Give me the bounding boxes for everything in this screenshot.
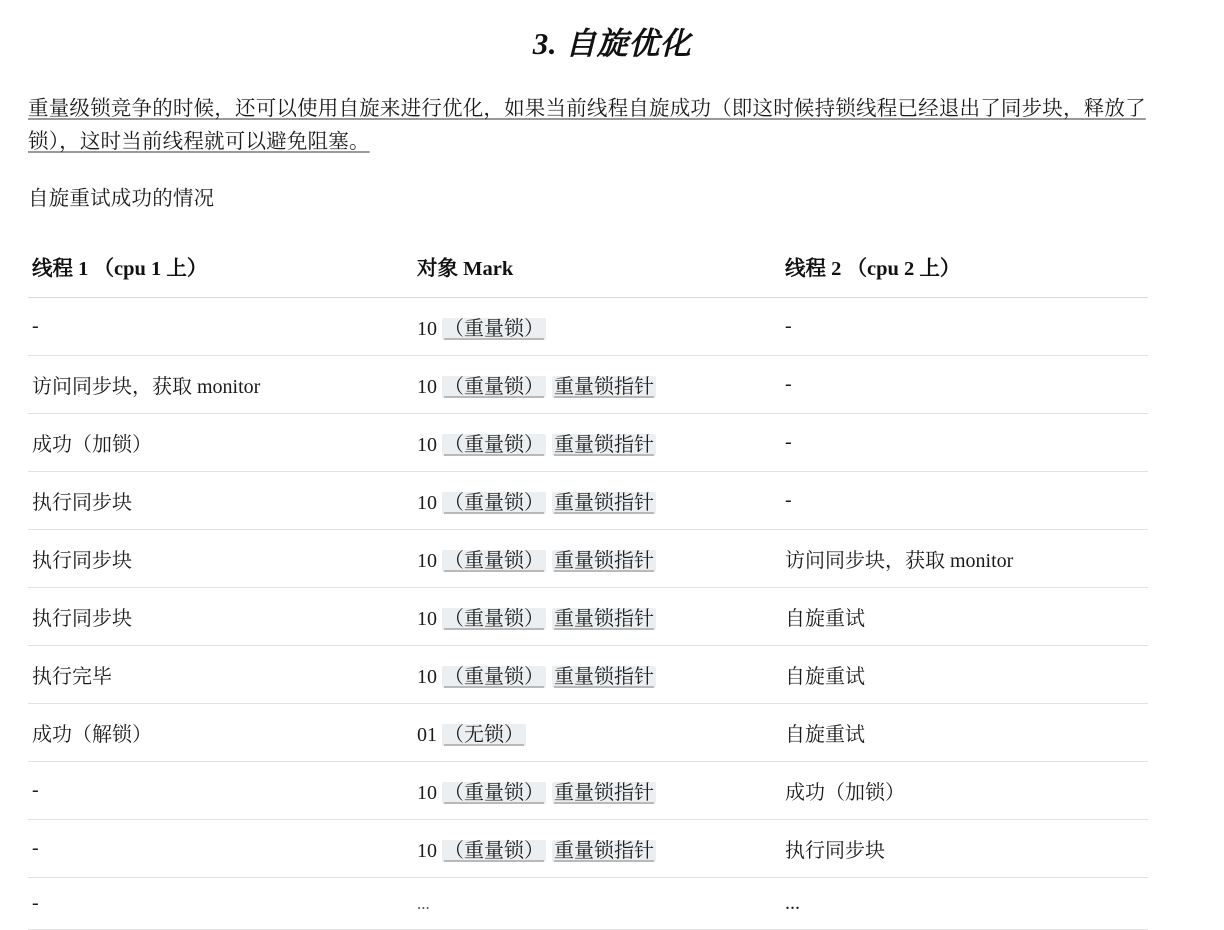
cell-object-mark bbox=[413, 587, 781, 645]
mark-bits: 10 bbox=[417, 839, 442, 862]
mark-bits: 10 bbox=[417, 491, 442, 514]
cell-object-mark bbox=[413, 645, 781, 703]
mark-bits: 10 bbox=[417, 317, 442, 340]
cell-thread1: 执行同步块 bbox=[28, 529, 413, 587]
cell-thread2: 自旋重试 bbox=[781, 587, 1148, 645]
column-header-mark: 对象 Mark bbox=[413, 245, 781, 298]
mark-state: （无锁） bbox=[444, 723, 524, 746]
cell-thread2: 成功（加锁） bbox=[781, 761, 1148, 819]
mark-state: （重量锁） bbox=[444, 433, 544, 456]
table-row bbox=[28, 413, 1148, 471]
cell-thread2: 自旋重试 bbox=[781, 703, 1148, 761]
mark-state: （重量锁） bbox=[444, 665, 544, 688]
cell-object-mark bbox=[413, 297, 781, 355]
table-row bbox=[28, 877, 1148, 929]
cell-object-mark bbox=[413, 819, 781, 877]
mark-state: （重量锁） bbox=[444, 607, 544, 630]
paragraph-intro bbox=[28, 93, 1196, 159]
mark-pointer: 重量锁指针 bbox=[554, 491, 654, 514]
mark-pointer: 重量锁指针 bbox=[554, 839, 654, 862]
mark-state: （重量锁） bbox=[444, 549, 544, 572]
mark-bits: 10 bbox=[417, 433, 442, 456]
table-row bbox=[28, 529, 1148, 587]
mark-state: （重量锁） bbox=[444, 375, 544, 398]
mark-pointer: 重量锁指针 bbox=[554, 549, 654, 572]
mark-state: （重量锁） bbox=[444, 839, 544, 862]
cell-object-mark bbox=[413, 355, 781, 413]
cell-thread1: - bbox=[28, 761, 413, 819]
cell-object-mark bbox=[413, 877, 781, 929]
mark-pointer: 重量锁指针 bbox=[554, 433, 654, 456]
mark-state: （重量锁） bbox=[444, 781, 544, 804]
column-header-thread1: 线程 1 （cpu 1 上） bbox=[28, 245, 413, 298]
mark-pointer: 重量锁指针 bbox=[554, 665, 654, 688]
table-row bbox=[28, 471, 1148, 529]
table-row bbox=[28, 761, 1148, 819]
mark-pointer: 重量锁指针 bbox=[554, 607, 654, 630]
cell-thread1: 成功（解锁） bbox=[28, 703, 413, 761]
column-header-thread2: 线程 2 （cpu 2 上） bbox=[781, 245, 1148, 298]
cell-thread2: 自旋重试 bbox=[781, 645, 1148, 703]
cell-object-mark bbox=[413, 761, 781, 819]
cell-thread1: 成功（加锁） bbox=[28, 413, 413, 471]
mark-bits: 10 bbox=[417, 375, 442, 398]
spin-optimization-table bbox=[28, 245, 1148, 930]
cell-thread2: - bbox=[781, 355, 1148, 413]
cell-thread2: - bbox=[781, 471, 1148, 529]
mark-bits: 10 bbox=[417, 549, 442, 572]
cell-thread1: 执行同步块 bbox=[28, 587, 413, 645]
cell-thread1: 执行完毕 bbox=[28, 645, 413, 703]
table-row bbox=[28, 645, 1148, 703]
mark-pointer: 重量锁指针 bbox=[554, 781, 654, 804]
mark-bits: 01 bbox=[417, 723, 442, 746]
table-row bbox=[28, 819, 1148, 877]
mark-bits: 10 bbox=[417, 781, 442, 804]
mark-bits: 10 bbox=[417, 607, 442, 630]
table-row bbox=[28, 297, 1148, 355]
cell-thread1: 执行同步块 bbox=[28, 471, 413, 529]
document-page bbox=[0, 10, 1224, 914]
mark-bits: 10 bbox=[417, 665, 442, 688]
cell-thread1: - bbox=[28, 819, 413, 877]
paragraph-subtitle: 自旋重试成功的情况 bbox=[28, 188, 215, 211]
table-row bbox=[28, 703, 1148, 761]
cell-thread1: - bbox=[28, 297, 413, 355]
cell-thread1: - bbox=[28, 877, 413, 929]
table-row bbox=[28, 355, 1148, 413]
cell-object-mark bbox=[413, 413, 781, 471]
cell-thread1: 访问同步块，获取 monitor bbox=[28, 355, 413, 413]
cell-thread2: - bbox=[781, 297, 1148, 355]
table-row bbox=[28, 587, 1148, 645]
page-title: 3. 自旋优化 bbox=[532, 26, 692, 61]
cell-object-mark bbox=[413, 529, 781, 587]
mark-state: （重量锁） bbox=[444, 491, 544, 514]
cell-thread2: - bbox=[781, 413, 1148, 471]
mark-ellipsis: ... bbox=[417, 893, 430, 913]
mark-state: （重量锁） bbox=[444, 317, 544, 340]
cell-object-mark bbox=[413, 471, 781, 529]
paragraph-intro-text: 重量级锁竞争的时候，还可以使用自旋来进行优化，如果当前线程自旋成功（即这时候持锁线程已经退出了同步块，释放了锁），这时当前线程就可以避免阻塞。 bbox=[28, 98, 1146, 154]
cell-thread2: ... bbox=[781, 877, 1148, 929]
cell-thread2: 执行同步块 bbox=[781, 819, 1148, 877]
mark-pointer: 重量锁指针 bbox=[554, 375, 654, 398]
table-header-row bbox=[28, 245, 1148, 298]
cell-object-mark bbox=[413, 703, 781, 761]
cell-thread2: 访问同步块，获取 monitor bbox=[781, 529, 1148, 587]
